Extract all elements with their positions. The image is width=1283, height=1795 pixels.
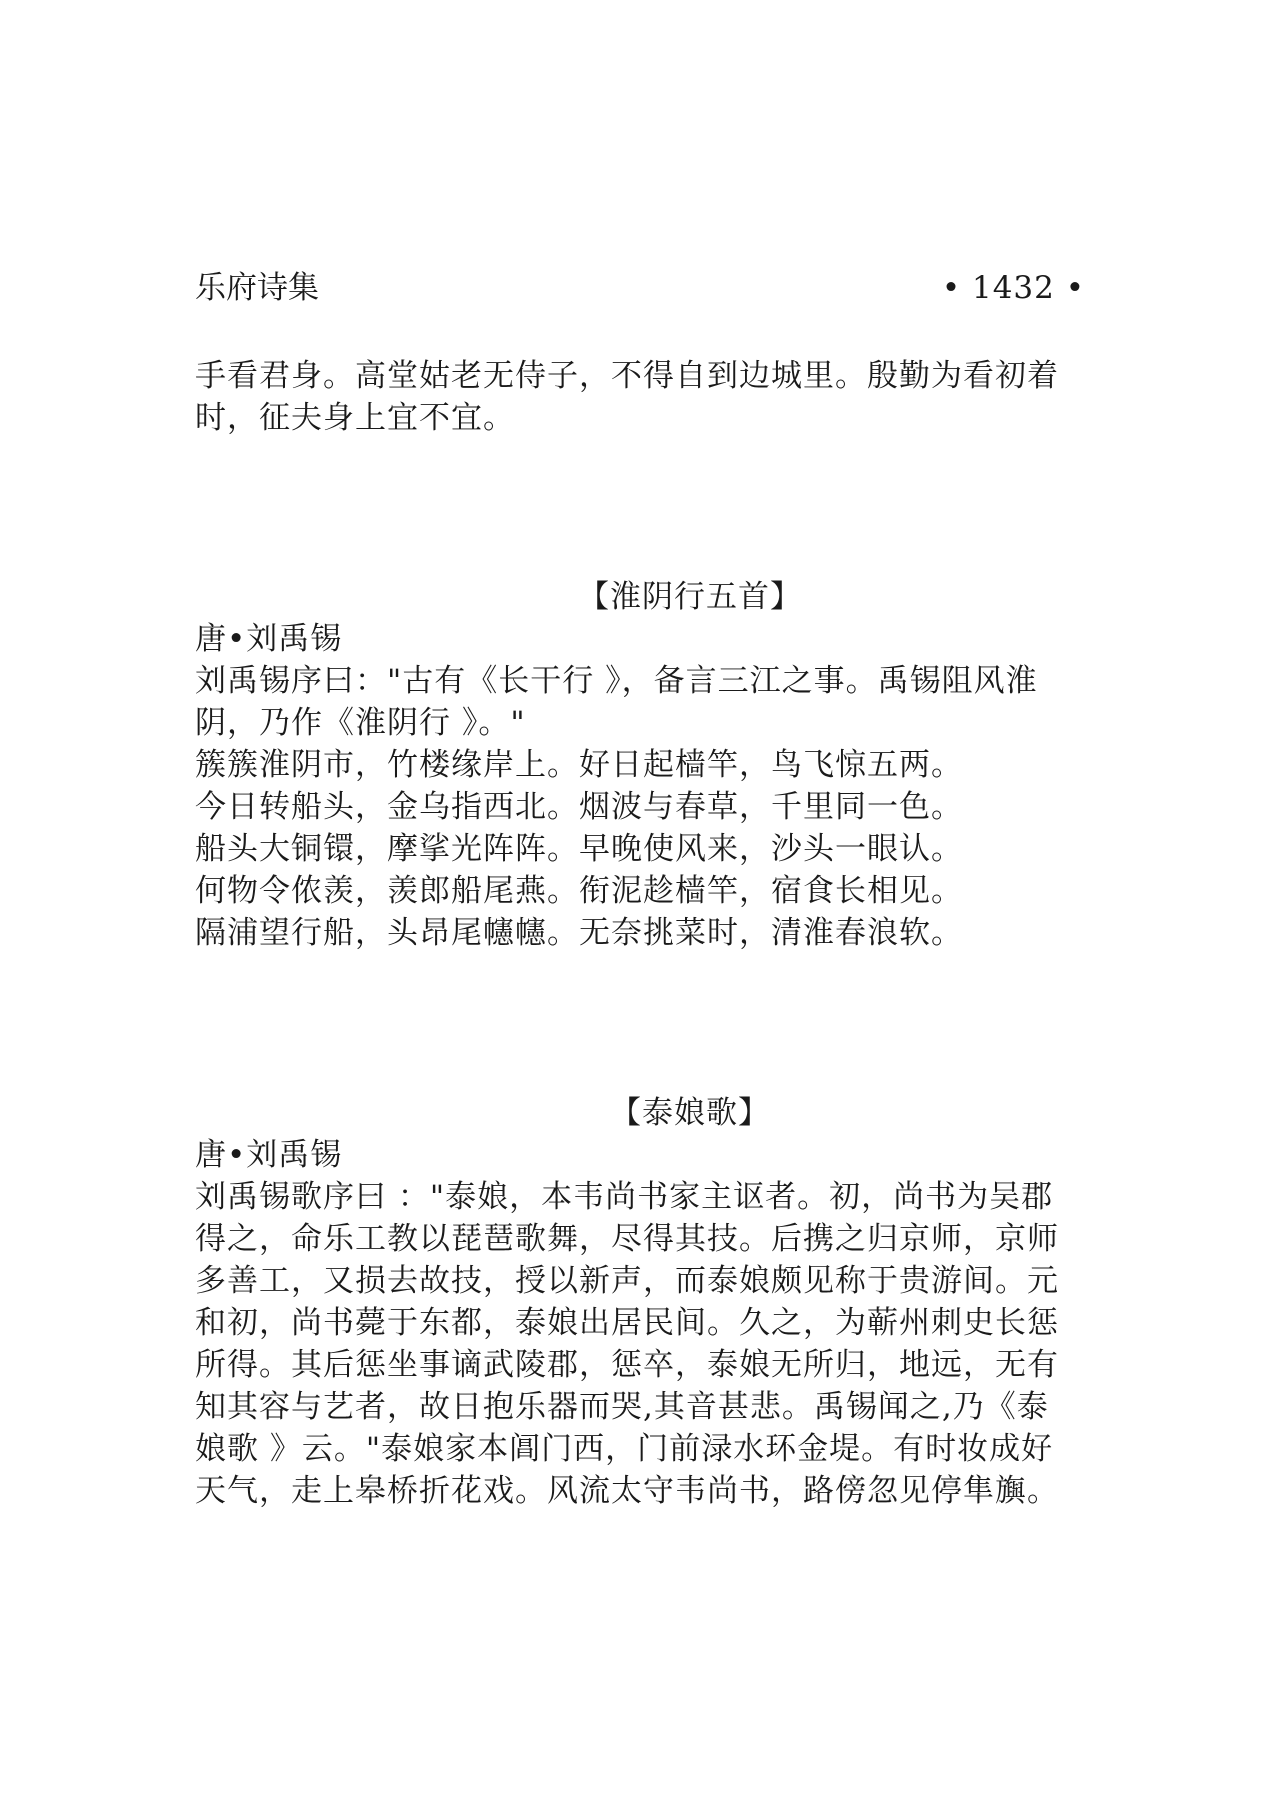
poem-section-tainiangge xyxy=(195,1092,1095,1512)
text-line: 手看君身。高堂姑老无侍子，不得自到边城里。殷勤为看初着 xyxy=(195,358,1059,394)
book-title: 乐府诗集 xyxy=(195,270,319,306)
text-line: 簇簇淮阴市，竹楼缘岸上。好日起樯竿，鸟飞惊五两。 xyxy=(195,747,963,783)
text-line: 今日转船头，金乌指西北。烟波与春草，千里同一色。 xyxy=(195,789,963,825)
text-line: 阴，乃作《淮阴行 》。" xyxy=(195,705,526,741)
text-line: 多善工，又损去故技，授以新声，而泰娘颇见称于贵游间。元 xyxy=(195,1263,1059,1299)
text-line: 刘禹锡序曰："古有《长干行 》，备言三江之事。禹锡阻风淮 xyxy=(195,663,1038,699)
section-author: 唐•刘禹锡 xyxy=(195,1137,343,1173)
text-line: 何物令侬羡，羡郎船尾燕。衔泥趁樯竿，宿食长相见。 xyxy=(195,873,963,909)
text-line: 隔浦望行船，头昂尾幰幰。无奈挑菜时，清淮春浪软。 xyxy=(195,915,963,951)
text-line: 刘禹锡歌序曰 ："泰娘，本韦尚书家主讴者。初，尚书为吴郡 xyxy=(195,1179,1054,1215)
text-line: 和初，尚书薨于东都，泰娘出居民间。久之，为蕲州刺史长惩 xyxy=(195,1305,1059,1341)
page-number: • 1432 • xyxy=(941,270,1085,306)
poem-section-huaiyinxing xyxy=(195,576,1095,954)
text-line: 知其容与艺者，故日抱乐器而哭,其音甚悲。禹锡闻之,乃《泰 xyxy=(195,1389,1049,1425)
page-header xyxy=(195,268,1085,308)
text-line: 所得。其后惩坐事谪武陵郡，惩卒，泰娘无所归，地远，无有 xyxy=(195,1347,1059,1383)
section-title: 【泰娘歌】 xyxy=(610,1095,770,1131)
text-line: 天气，走上皋桥折花戏。风流太守韦尚书，路傍忽见停隼旟。 xyxy=(195,1473,1059,1509)
text-line: 得之，命乐工教以琵琶歌舞，尽得其技。后携之归京师，京师 xyxy=(195,1221,1059,1257)
text-line: 娘歌 》云。"泰娘家本阊门西，门前渌水环金堤。有时妆成好 xyxy=(195,1431,1054,1467)
continuation-text xyxy=(195,355,1095,439)
text-line: 时，征夫身上宜不宜。 xyxy=(195,400,515,436)
section-title: 【淮阴行五首】 xyxy=(578,579,802,615)
section-author: 唐•刘禹锡 xyxy=(195,621,343,657)
text-line: 船头大铜镮，摩挲光阵阵。早晚使风来，沙头一眼认。 xyxy=(195,831,963,867)
